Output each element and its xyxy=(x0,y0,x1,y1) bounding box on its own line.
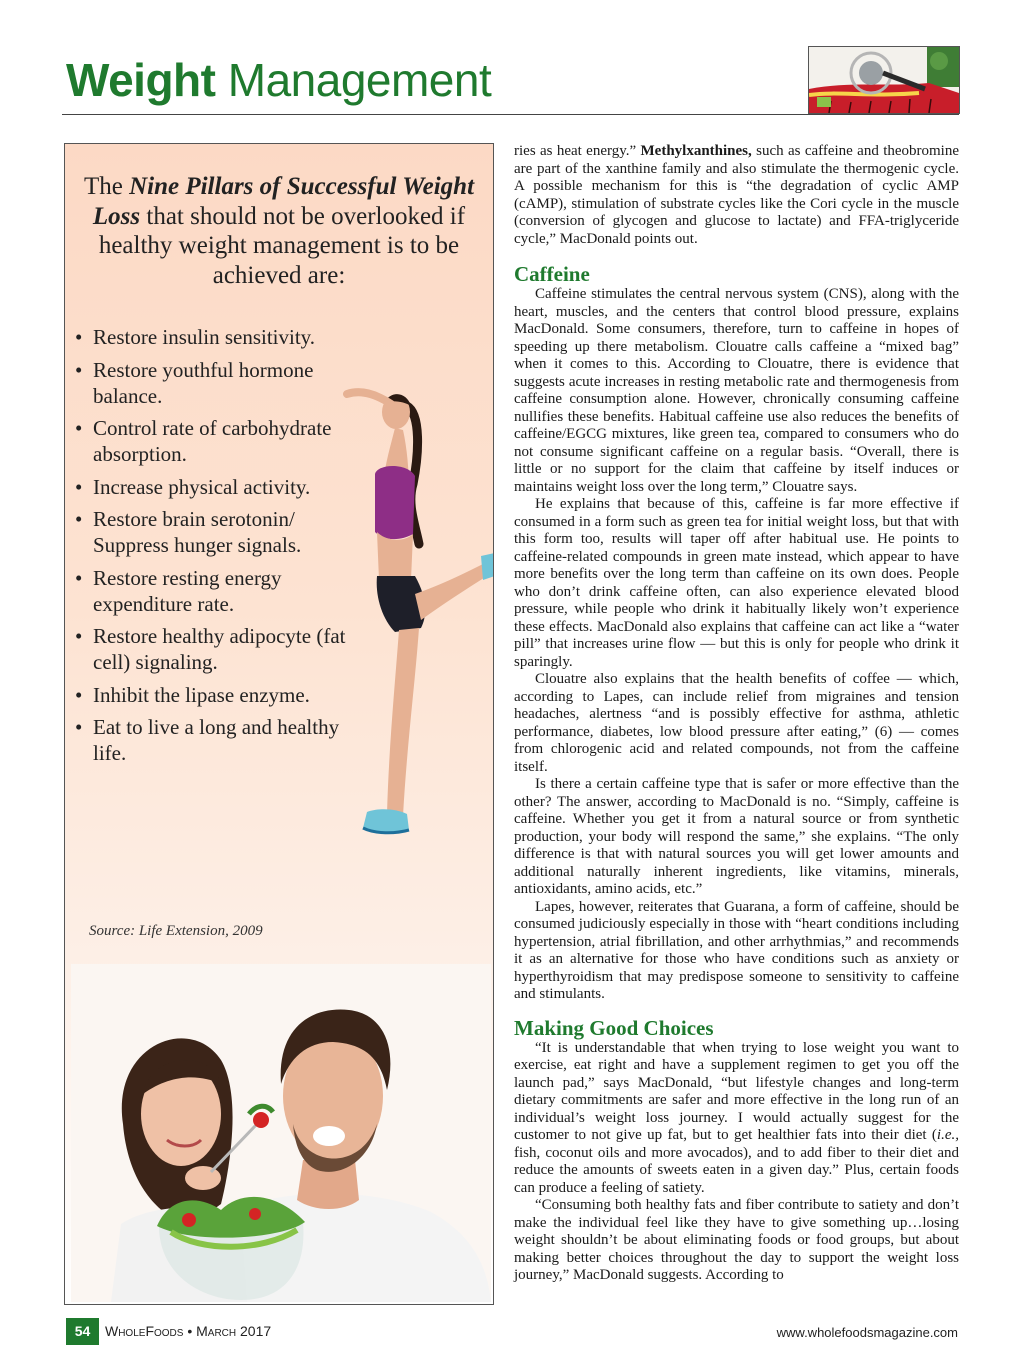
paragraph-text: ries as heat energy.” xyxy=(514,143,641,159)
website-url: www.wholefoodsmagazine.com xyxy=(776,1325,958,1340)
article-paragraph xyxy=(514,671,959,776)
list-item: • Eat to live a long and healthy life. xyxy=(75,715,340,765)
pillar-text: Restore youthful hormone balance. xyxy=(93,357,314,408)
sidebar-source: Source: Life Extension, 2009 xyxy=(89,923,263,939)
article-paragraph xyxy=(514,1197,959,1285)
paragraph-text: Lapes, however, reiterates that Guarana, a form of caffeine, should be consumed judiciously especially in those with “heart conditions including hypertension, atrial fibrillation, and other arrhythmias,” and recommends it as an alternative for those who have conditions such as anxiety or hyperthyroidism that may predispose someone to sensitivity to caffeine and stimulants. xyxy=(514,898,959,1002)
page-title xyxy=(66,50,491,110)
section-heading: Caffeine xyxy=(514,262,590,286)
couple-eating-salad-photo xyxy=(71,964,491,1302)
paragraph-text: He explains that because of this, caffeine is far more effective if consumed in a form such as green tea for initial weight loss, but that with this form too, results will taper off after habitual use. He points to caffeine-related compounds in green mate instead, which appear to have more benefits over the long term than caffeine on its own does. People who don’t drink caffeine often, can also experience elevated blood pressure, while people who drink it habitually likely won’t experience these effects. MacDonald also explains that caffeine can act like a “water pill” that increases urine flow — but this is only for people who drink it sparingly. xyxy=(514,496,959,670)
header-divider xyxy=(62,114,959,115)
list-item: • Inhibit the lipase enzyme. xyxy=(75,682,310,707)
paragraph-text: “Consuming both healthy fats and fiber contribute to satiety and don’t make the individual feel like they have to give something up…losing weight shouldn’t be about eliminating foods or food groups, but about making better choices throughout the day to support the weight loss journey,” MacDonald suggests. According to xyxy=(514,1197,959,1283)
pillar-text: Eat to live a long and healthy life. xyxy=(93,715,340,765)
paragraph-text: Clouatre also explains that the health benefits of coffee — which, according to Lapes, can include relief from migraines and tension headaches, alertness “and is possibly effective for asthma, athletic performance, diabetes, low blood pressure after eating,” (6) — comes from chlorogenic acid and related compounds, not from the caffeine itself. xyxy=(514,671,959,775)
title-rest: Management xyxy=(227,54,492,106)
pillar-text: Restore resting energy expenditure rate. xyxy=(93,565,282,616)
paragraph-text: fish, coconut oils and more avocados), and to add fiber to their diet and reduce the amounts of sweets eaten in a given day.” Plus, certain foods can produce a feeling of satiety. xyxy=(514,1144,959,1196)
article-paragraph xyxy=(514,286,959,496)
pillar-text: Inhibit the lipase enzyme. xyxy=(93,682,310,707)
paragraph-text: “It is understandable that when trying to lose weight you want to exercise, eat right and have a supplement regimen to get you off the launch pad,” says MacDonald, “but lifestyle changes and long-term dietary commitments are safer and more effective in the long run of an individual’s weight loss journey. I would actually suggest for the customer to not give up fat, but to get healthier fats into their diet ( xyxy=(514,1039,959,1143)
list-item: • Restore insulin sensitivity. xyxy=(75,325,316,349)
list-item: • Restore resting energy expenditure rate. xyxy=(75,565,282,616)
pillar-text: Control rate of carbohydrate absorption. xyxy=(93,416,332,466)
list-item: • Restore healthy adipocyte (fat cell) signaling. xyxy=(75,624,346,674)
article-paragraph xyxy=(514,143,959,248)
sidebar-heading-emphasis: Nine Pillars of Successful Weight Loss xyxy=(92,173,475,230)
italic-term: i.e., xyxy=(936,1127,959,1143)
list-item: • Increase physical activity. xyxy=(75,474,311,499)
section-heading: Making Good Choices xyxy=(514,1015,714,1040)
list-item: • Restore brain serotonin/ Suppress hunger signals. xyxy=(75,507,302,557)
pillar-text: Restore insulin sensitivity. xyxy=(93,325,316,349)
paragraph-text: Is there a certain caffeine type that is safer or more effective than the other? The answer, according to MacDonald is no. “Simply, caffeine is caffeine. Whether you get it from a natural source or from synthetic production, your body will respond the same,” she explains. “The only difference is that with natural sources you will get lower amounts and additional naturally inherent ingredients, like vitamins, minerals, antioxidants, amino acids, etc.” xyxy=(514,776,959,897)
article-paragraph xyxy=(514,776,959,899)
article-paragraph xyxy=(514,496,959,671)
page-number: 54 xyxy=(66,1318,99,1345)
sidebar-heading xyxy=(73,172,485,290)
sidebar-heading-part: that should not be overlooked if healthy weight management is to be achieved are: xyxy=(98,202,466,289)
article-column xyxy=(514,143,959,1285)
header-photo-tape-measure-stethoscope xyxy=(808,46,960,114)
article-paragraph xyxy=(514,1040,959,1198)
pillar-text: Increase physical activity. xyxy=(93,474,311,499)
sidebar-heading-part: The xyxy=(83,173,130,200)
paragraph-text: such as caffeine and theobromine are part of the xanthine family and also stimulate the thermogenic cycle. A possible mechanism for this is “the degradation of cyclic AMP (cAMP), stimulation of substrate cycles like the Cori cycle in the muscle (conversion of glycogen and glucose to lactate) and FFA-triglyceride cycle,” MacDonald points out. xyxy=(514,143,960,247)
article-paragraph xyxy=(514,899,959,1004)
pillars-sidebar xyxy=(64,143,494,1305)
bold-term: Methylxanthines, xyxy=(640,143,752,159)
list-item: • Control rate of carbohydrate absorption. xyxy=(75,416,332,466)
title-bold: Weight xyxy=(66,54,216,106)
pillars-list xyxy=(75,324,355,773)
pillar-text: Restore brain serotonin/ Suppress hunger signals. xyxy=(93,507,302,557)
publication-line: WholeFoods • March 2017 xyxy=(105,1323,272,1339)
tape-measure-icon xyxy=(809,47,959,113)
pillar-text: Restore healthy adipocyte (fat cell) signaling. xyxy=(93,624,346,674)
paragraph-text: Caffeine stimulates the central nervous system (CNS), along with the heart, muscles, and the centers that control blood pressure, explains MacDonald. Some consumers, therefore, turn to caffeine in hopes of speeding up there metabolism. Clouatre calls caffeine a “mixed bag” when it comes to this. According to Clouatre, there is evidence that suggests acute increases in resting metabolic rate and thermogenesis from caffeine consumption alone. However, chronically consuming caffeine nullifies these benefits. Habitual caffeine use also reduces the benefits of caffeine/EGCG mixtures, like green tea, compared to consumers who do not consume significant caffeine on a regular basis. “Overall, there is little or no support for the claim that caffeine by itself induces or maintains weight loss over the long term,” Clouatre says. xyxy=(514,286,959,495)
list-item: • Restore youthful hormone balance. xyxy=(75,357,314,408)
